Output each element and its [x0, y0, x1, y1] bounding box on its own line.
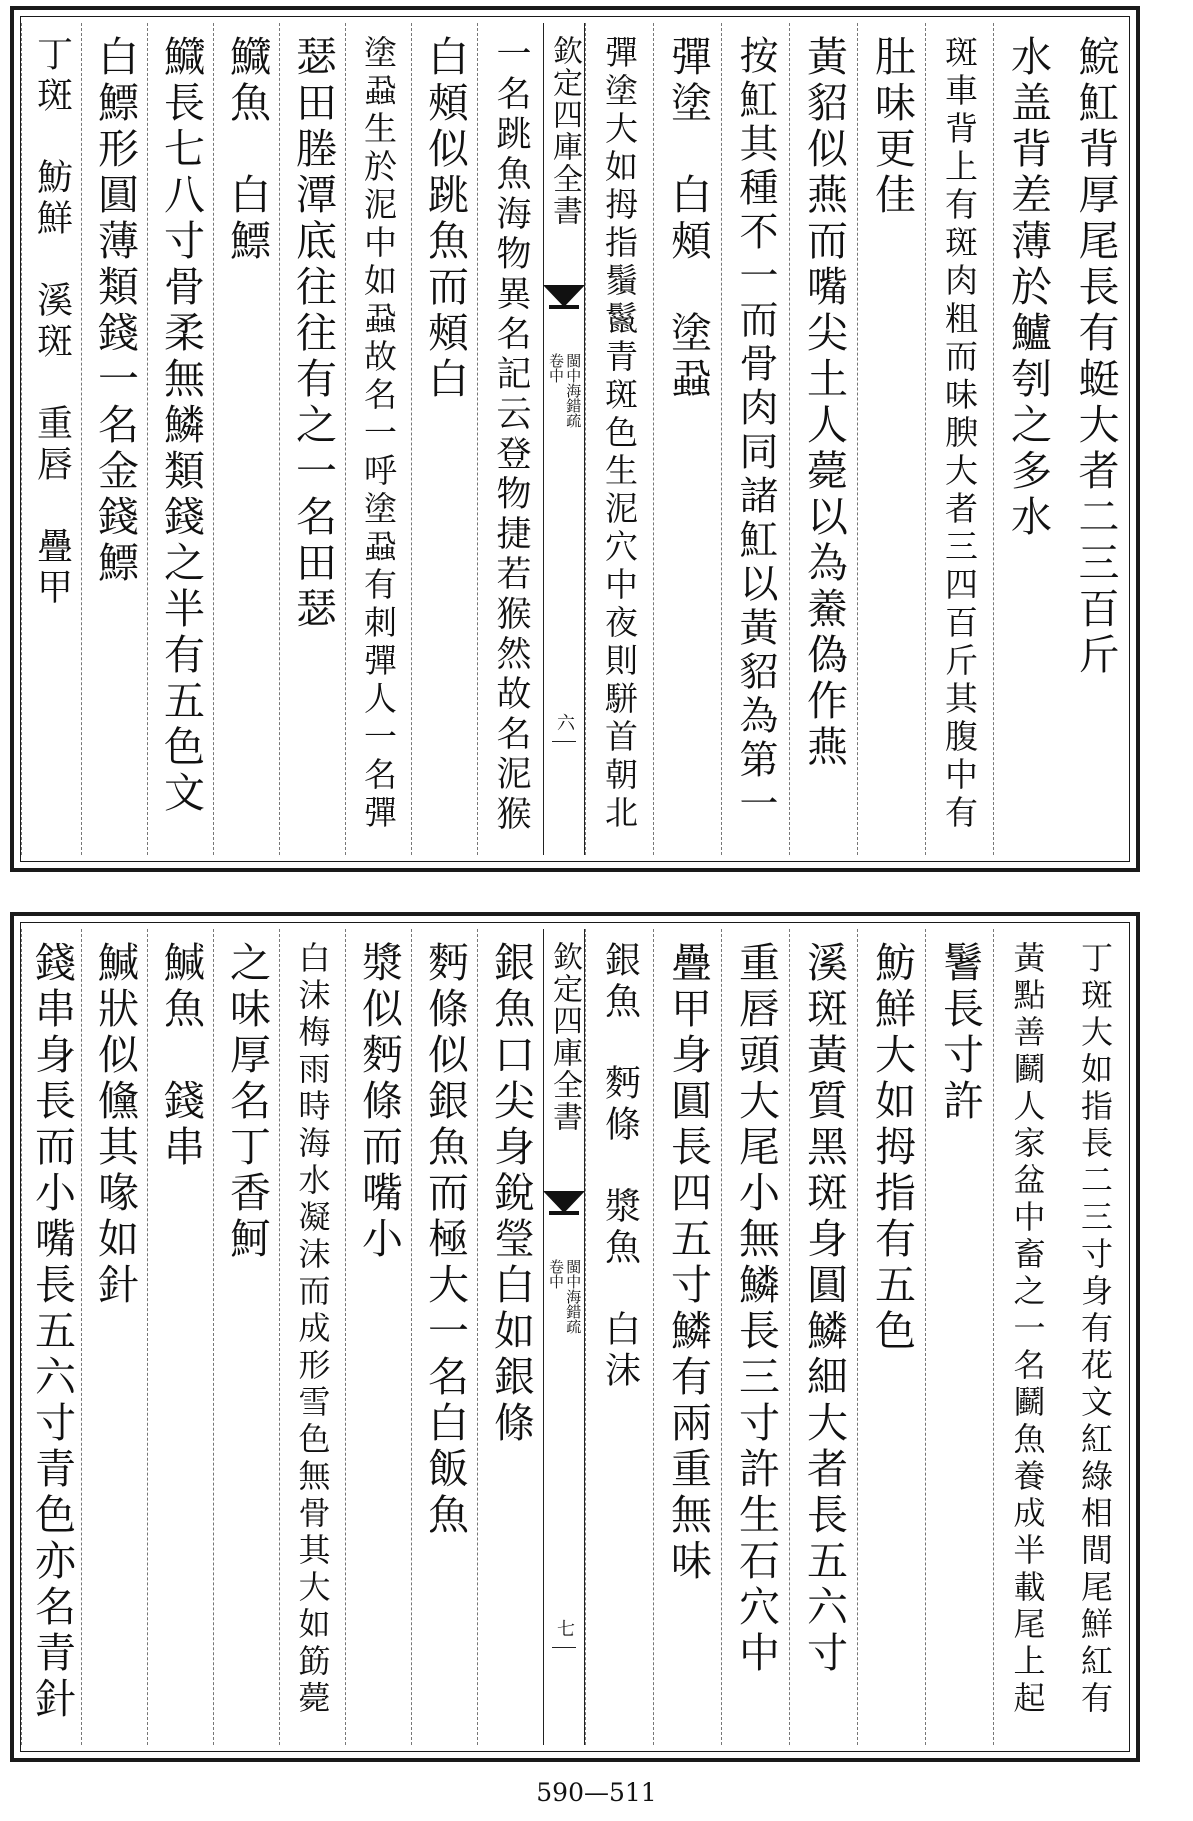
- column-text: 白頰似跳魚而頰白: [421, 35, 469, 403]
- column-text: 黃貂似燕而嘴尖土人薨以為鯗偽作燕: [800, 35, 848, 771]
- bottom-page: [10, 912, 1140, 1762]
- column-text: 丁斑 魴鮮 溪斑 重唇 疊甲: [31, 35, 73, 609]
- column-text: 塗蝨生於泥中如蝨故名一呼塗蝨有刺彈人一名彈: [359, 35, 398, 833]
- text-column: [585, 929, 653, 1745]
- text-column: [345, 23, 411, 855]
- spine-title: 欽定四庫全書: [547, 941, 582, 1133]
- text-column: [477, 23, 543, 855]
- text-column: [1061, 929, 1129, 1745]
- column-text: 丁斑大如指長二三寸身有花文紅綠相間尾鮮紅有: [1076, 941, 1114, 1718]
- fishtail-mark: [543, 285, 585, 307]
- page-spine: [543, 23, 585, 855]
- column-text: 鬐長寸許: [936, 941, 984, 1125]
- text-column: [147, 929, 213, 1745]
- column-text: 漿似麪條而嘴小: [355, 941, 403, 1263]
- column-text: 鰔魚 錢串: [157, 941, 205, 1171]
- top-page: [10, 6, 1140, 872]
- text-column: [279, 23, 345, 855]
- column-text: 鯇魟背厚尾長有蜓大者二三百斤: [1071, 35, 1120, 679]
- spine-title: 欽定四庫全書: [547, 35, 582, 227]
- column-text: 彈塗 白頰 塗蝨: [664, 35, 712, 403]
- text-column: [345, 929, 411, 1745]
- text-column: [21, 929, 81, 1745]
- text-column: [653, 23, 721, 855]
- fishtail-mark: [549, 305, 579, 309]
- column-text: 黃點善鬬人家盆中畜之一名鬬魚養成半載尾上起: [1008, 941, 1047, 1718]
- text-column: [925, 23, 993, 855]
- column-text: 錢串身長而小嘴長五六寸青色亦名青針: [28, 941, 76, 1723]
- fishtail-mark: [543, 1191, 585, 1213]
- column-text: 斑車背上有斑肉粗而味腴大者三四百斤其腹中有: [940, 35, 979, 833]
- text-column: [279, 929, 345, 1745]
- text-column: [993, 929, 1061, 1745]
- column-text: 銀魚 麪條 漿魚 白沫: [599, 941, 641, 1392]
- spine-page-number: 七: [554, 1619, 575, 1637]
- column-text: 重唇頭大尾小無鱗長三寸許生石穴中: [732, 941, 780, 1677]
- column-text: 瑟田塍潭底往往有之一名田瑟: [289, 35, 337, 633]
- text-column: [789, 23, 857, 855]
- column-text: 肚味更佳: [868, 35, 916, 219]
- text-column: [1061, 23, 1129, 855]
- text-column: [477, 929, 543, 1745]
- text-column: [585, 23, 653, 855]
- bottom-page-frame: [20, 922, 1130, 1752]
- column-text: 白沫梅雨時海水凝沫而成形雪色無骨其大如筯薨: [293, 941, 332, 1718]
- column-text: 鱵長七八寸骨柔無鱗類錢之半有五色文: [157, 35, 205, 817]
- column-text: 銀魚口尖身銳瑩白如銀條: [487, 941, 535, 1447]
- column-text: 白鰾形圓薄類錢一名金錢鰾: [91, 35, 139, 587]
- spine-page-number: 六: [554, 713, 575, 731]
- column-text: 麪條似銀魚而極大一名白飯魚: [421, 941, 469, 1539]
- column-text: 按魟其種不一而骨肉同諸魟以黃貂為第一: [733, 35, 778, 827]
- page-spine: [543, 929, 585, 1745]
- text-column: [789, 929, 857, 1745]
- text-column: [411, 23, 477, 855]
- text-column: [213, 23, 279, 855]
- fishtail-mark: [549, 1211, 579, 1215]
- spine-subtitle: 閩中海錯疏 卷中: [547, 1259, 583, 1334]
- text-column: [81, 23, 147, 855]
- column-text: 疊甲身圓長四五寸鱗有兩重無味: [664, 941, 712, 1585]
- column-text: 水盖背差薄於鱸刳之多水: [1004, 35, 1052, 541]
- spine-subtitle: 閩中海錯疏 卷中: [547, 353, 583, 428]
- text-column: [721, 929, 789, 1745]
- text-column: [721, 23, 789, 855]
- top-page-frame: [20, 16, 1130, 862]
- column-text: 一名跳魚海物異名記云登物捷若猴然故名泥猴: [491, 35, 531, 835]
- column-text: 鱵魚 白鰾: [223, 35, 271, 265]
- text-column: [925, 929, 993, 1745]
- column-text: 鰔狀似儵其喙如針: [91, 941, 139, 1309]
- column-text: 彈塗大如拇指鬚鬣青斑色生泥穴中夜則駢首朝北: [600, 35, 639, 833]
- page-footer-number: 590—511: [536, 1778, 657, 1807]
- column-text: 之味厚名丁香魺: [223, 941, 271, 1263]
- text-column: [857, 929, 925, 1745]
- text-column: [147, 23, 213, 855]
- text-column: [411, 929, 477, 1745]
- text-column: [653, 929, 721, 1745]
- text-column: [213, 929, 279, 1745]
- spine-rule: [552, 1647, 576, 1648]
- text-column: [21, 23, 81, 855]
- column-text: 魴鮮大如拇指有五色: [868, 941, 916, 1355]
- text-column: [857, 23, 925, 855]
- text-column: [993, 23, 1061, 855]
- text-column: [81, 929, 147, 1745]
- column-text: 溪斑黃質黑斑身圓鱗細大者長五六寸: [800, 941, 848, 1677]
- spine-rule: [552, 741, 576, 742]
